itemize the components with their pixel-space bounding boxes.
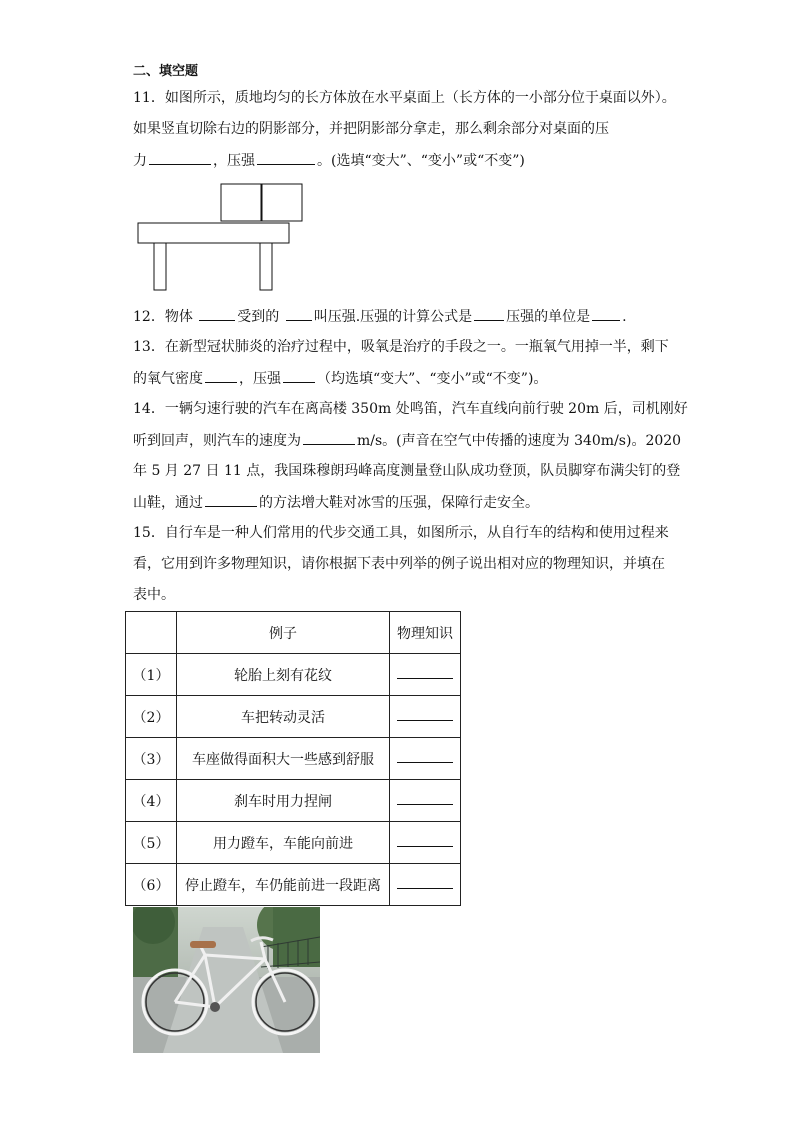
- row-answer[interactable]: [390, 738, 461, 780]
- q12-text-a: 12．物体: [133, 309, 198, 325]
- row-num: （1）: [126, 654, 177, 696]
- q15-line2: 看，它用到许多物理知识，请你根据下表中列举的例子说出相对应的物理知识，并填在: [133, 556, 665, 572]
- row-example: 车座做得面积大一些感到舒服: [177, 738, 390, 780]
- row-num: （6）: [126, 864, 177, 906]
- q14-text-a2: 山鞋，通过: [133, 495, 203, 511]
- row-answer[interactable]: [390, 654, 461, 696]
- q15-line1: 15．自行车是一种人们常用的代步交通工具，如图所示，从自行车的结构和使用过程来: [133, 525, 669, 541]
- row-num: （4）: [126, 780, 177, 822]
- row-num: （2）: [126, 696, 177, 738]
- q11-text-a: 力: [133, 153, 147, 169]
- blank-method[interactable]: [205, 492, 257, 507]
- q13-text-a: 的氧气密度: [133, 371, 203, 387]
- q13-text-b: ，压强: [239, 371, 281, 387]
- q13-text-c: （均选填“变大”、“变小”或“不变”)。: [317, 371, 548, 387]
- blank-q12-2[interactable]: [286, 306, 312, 321]
- row-answer[interactable]: [390, 696, 461, 738]
- q11-line1: 11．如图所示，质地均匀的长方体放在水平桌面上（长方体的一小部分位于桌面以外）。: [133, 90, 676, 106]
- q12-line: [133, 306, 627, 327]
- q13-line1: 13．在新型冠状肺炎的治疗过程中，吸氧是治疗的手段之一。一瓶氧气用掉一半，剩下: [133, 339, 669, 355]
- row-num: （3）: [126, 738, 177, 780]
- table-leg-left: [154, 243, 166, 290]
- bicycle-photo: [133, 907, 320, 1053]
- q11-line2: 如果竖直切除右边的阴影部分，并把阴影部分拿走，那么剩余部分对桌面的压: [133, 121, 609, 137]
- blank-q12-4[interactable]: [592, 306, 620, 321]
- row-example: 车把转动灵活: [177, 696, 390, 738]
- table-row: [126, 738, 461, 780]
- blank-q12-3[interactable]: [474, 306, 504, 321]
- header-empty: [126, 612, 177, 654]
- q14-text-a: 听到回声，则汽车的速度为: [133, 433, 301, 449]
- q11-text-b: ，压强: [213, 153, 255, 169]
- table-top: [138, 223, 289, 243]
- q15-line3: 表中。: [133, 587, 175, 603]
- table-row: [126, 864, 461, 906]
- q13-line2: [133, 368, 547, 389]
- table-row: [126, 822, 461, 864]
- q14-text-b2: 的方法增大鞋对冰雪的压强，保障行走安全。: [259, 495, 539, 511]
- blank-density[interactable]: [205, 368, 237, 383]
- row-example: 用力蹬车，车能向前进: [177, 822, 390, 864]
- table-row: [126, 780, 461, 822]
- q11-line3: [133, 150, 525, 171]
- q12-text-d: 压强的单位是: [506, 309, 591, 325]
- table-header-row: [126, 612, 461, 654]
- table-block-figure: [130, 178, 310, 296]
- row-example: 刹车时用力捏闸: [177, 780, 390, 822]
- q12-text-e: .: [622, 309, 627, 325]
- q14-line3: 年 5 月 27 日 11 点，我国珠穆朗玛峰高度测量登山队成功登顶，队员脚穿布满尖钉的登: [133, 463, 681, 479]
- row-answer[interactable]: [390, 864, 461, 906]
- q14-line4: [133, 492, 539, 513]
- physics-table: [125, 611, 461, 906]
- section-title: 二、填空题: [133, 64, 199, 79]
- q14-line2: [133, 430, 681, 451]
- table-row: [126, 696, 461, 738]
- blank-q12-1[interactable]: [199, 306, 235, 321]
- row-example: 停止蹬车，车仍能前进一段距离: [177, 864, 390, 906]
- row-num: （5）: [126, 822, 177, 864]
- table-row: [126, 654, 461, 696]
- table-leg-right: [260, 243, 272, 290]
- header-knowledge: 物理知识: [390, 612, 461, 654]
- q14-line1: 14．一辆匀速行驶的汽车在离高楼 350m 处鸣笛，汽车直线向前行驶 20m 后，司机刚好: [133, 401, 688, 417]
- row-example: 轮胎上刻有花纹: [177, 654, 390, 696]
- q12-text-b: 受到的: [237, 309, 284, 325]
- block-right-shaded: [262, 184, 302, 221]
- blank-q13-pressure[interactable]: [283, 368, 315, 383]
- header-example: 例子: [177, 612, 390, 654]
- blank-pressure-force[interactable]: [149, 150, 211, 165]
- q11-text-c: 。(选填“变大”、“变小”或“不变”): [317, 153, 525, 169]
- q12-text-c: 叫压强.压强的计算公式是: [313, 309, 473, 325]
- blank-speed[interactable]: [303, 430, 355, 445]
- row-answer[interactable]: [390, 780, 461, 822]
- blank-pressure[interactable]: [257, 150, 315, 165]
- q14-text-b: m/s。(声音在空气中传播的速度为 340m/s)。2020: [357, 433, 682, 449]
- block-left: [221, 184, 261, 221]
- row-answer[interactable]: [390, 822, 461, 864]
